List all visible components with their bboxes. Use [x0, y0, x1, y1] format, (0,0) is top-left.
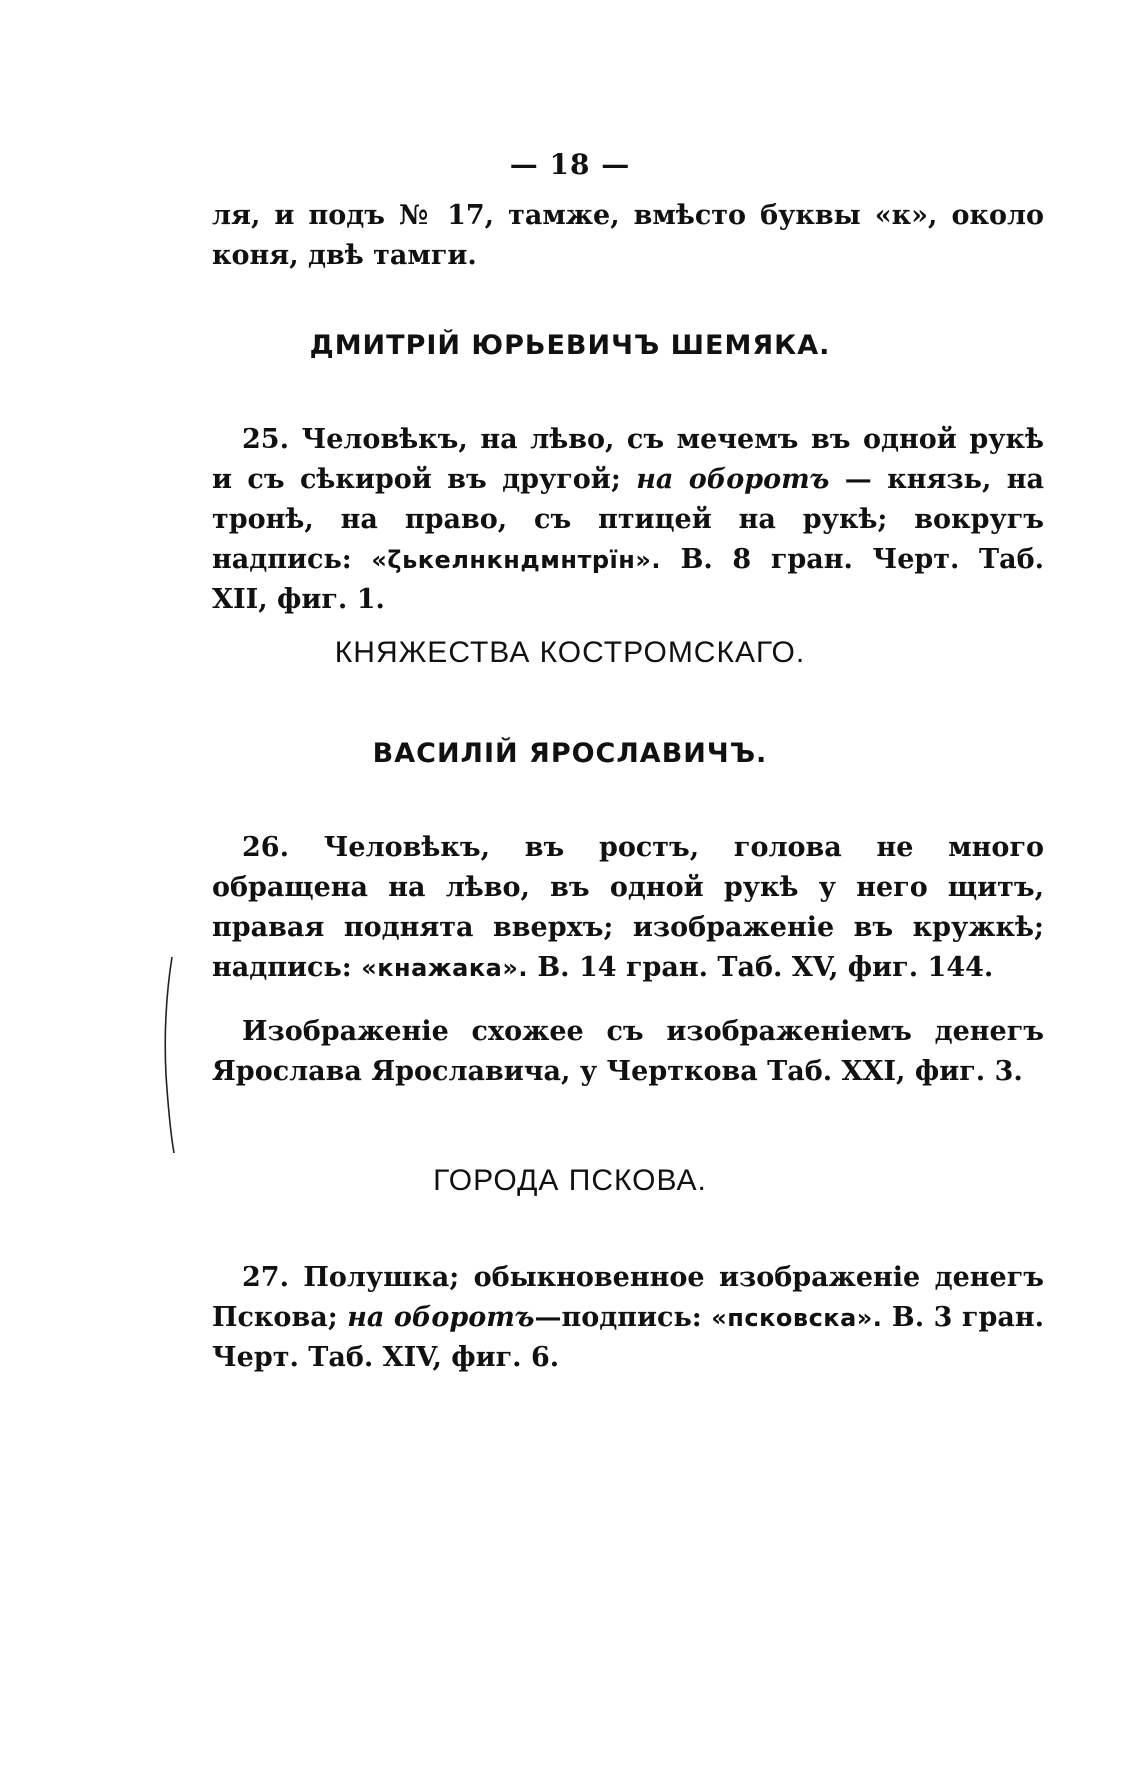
entry-25-text-2: — князь, на тронѣ, на право, съ птицей на рукѣ; вокругъ надпись: — [212, 464, 1045, 575]
entry-27-text-1: Полушка; обыкновенное изображеніе денегъ Пскова; — [212, 1262, 1044, 1333]
entry-26-text-1: Человѣкъ, въ ростъ, голова не много обращена на лѣво, въ одной рукѣ у него щитъ, правая поднята вверхъ; изображеніе въ кружкѣ; надпись: — [212, 832, 1044, 983]
entry-27-number: 27. — [242, 1262, 289, 1293]
entry-25 — [212, 420, 1044, 620]
page-number: — 18 — — [509, 148, 631, 181]
entry-26-number: 26. — [242, 832, 289, 863]
entry-25-text-1: Человѣкъ, на лѣво, съ мечемъ въ одной рукѣ и съ сѣкирой въ другой; — [212, 424, 1044, 495]
entry-26-inscription: «кнажака». — [361, 954, 528, 982]
entry-26-text-2: В. 14 гран. Таб. XV, фиг. 144. — [537, 952, 994, 983]
heading-vasily-yaroslavich: ВАСИЛІЙ ЯРОСЛАВИЧЪ. — [372, 738, 768, 769]
entry-27 — [212, 1258, 1044, 1378]
heading-pskov: ГОРОДА ПСКОВА. — [433, 1164, 707, 1197]
note-text: Изображеніе схожее съ изображеніемъ денегъ Ярослава Ярославича, у Черткова Таб. XXI, фиг. 3. — [212, 1016, 1044, 1087]
continuation-paragraph — [212, 196, 1044, 276]
entry-27-italic: на оборотъ — [347, 1302, 535, 1333]
note-paragraph — [212, 1012, 1044, 1092]
entry-26 — [212, 828, 1044, 988]
entry-27-text-3: В. 3 гран. Черт. Таб. XIV, фиг. 6. — [212, 1302, 1045, 1373]
entry-25-number: 25. — [242, 424, 289, 455]
heading-dmitry-shemyaka: ДМИТРІЙ ЮРЬЕВИЧЪ ШЕМЯКА. — [309, 330, 831, 361]
entry-25-italic: на оборотъ — [636, 464, 830, 495]
continuation-text: ля, и подъ № 17, тамже, вмѣсто буквы «к», около коня, двѣ тамги. — [212, 200, 1044, 271]
heading-kostroma: КНЯЖЕСТВА КОСТРОМСКАГО. — [334, 636, 806, 669]
entry-25-inscription: «ζькелнкндмнтрїн». — [371, 546, 661, 574]
entry-25-text-3: В. 8 гран. Черт. Таб. XII, фиг. 1. — [212, 544, 1044, 615]
entry-27-text-2: —подпись: — [534, 1302, 702, 1333]
entry-27-inscription: «псковска». — [711, 1304, 883, 1332]
margin-pencil-mark — [160, 955, 180, 1155]
